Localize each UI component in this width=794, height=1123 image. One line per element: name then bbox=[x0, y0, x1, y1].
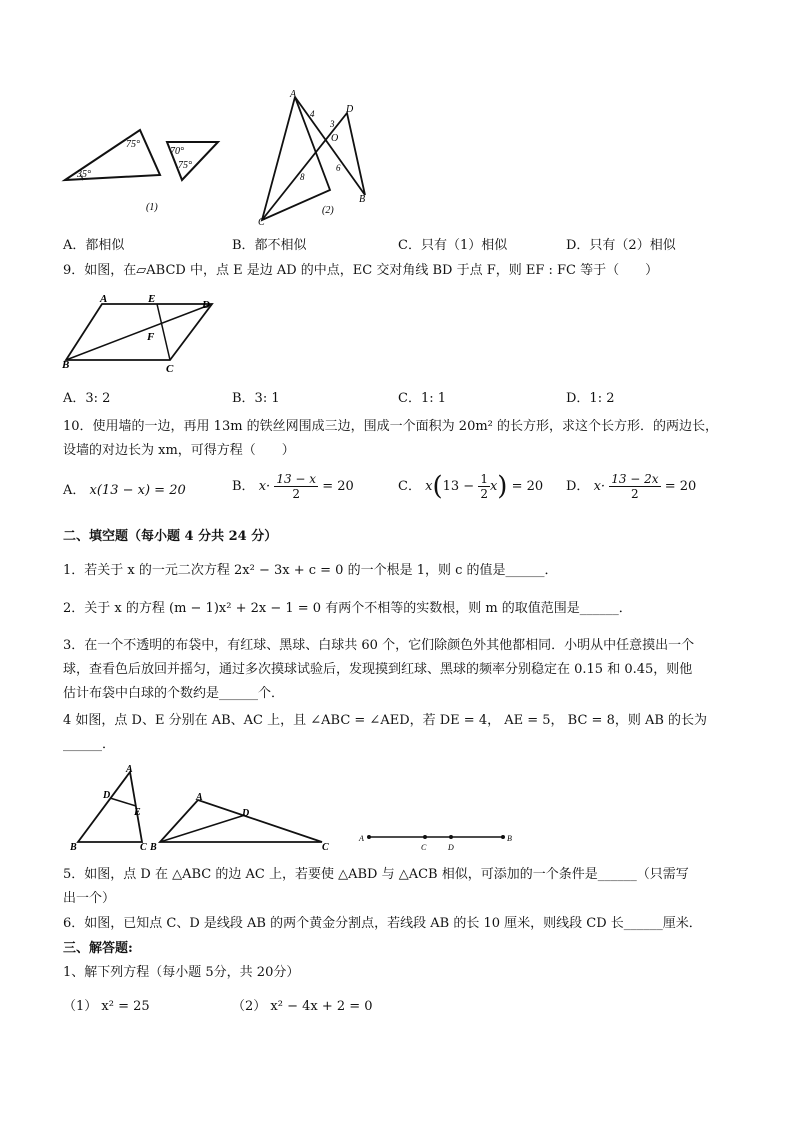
q8-angle-label: 70° bbox=[170, 146, 184, 157]
q9-point-label: B bbox=[62, 359, 70, 371]
q8-option-d: D．只有（2）相似 bbox=[566, 238, 676, 253]
q9-figure bbox=[62, 290, 220, 378]
fill-q5-line2: 出一个） bbox=[63, 891, 116, 906]
q6-point-label: A bbox=[359, 834, 364, 843]
q9-point-label: D bbox=[202, 299, 210, 311]
q6-point-label: C bbox=[421, 843, 427, 852]
q9-option-c: C．1: 1 bbox=[398, 391, 447, 406]
q10-stem-line2: 设墙的对边长为 xm，可得方程（ ） bbox=[63, 443, 295, 458]
fill-q6: 6．如图，已知点 C、D 是线段 AB 的两个黄金分割点，若线段 AB 的长 10 厘米，则线段 CD 长______厘米． bbox=[63, 916, 702, 931]
q6-figure bbox=[355, 825, 525, 853]
q8-point-label: A bbox=[290, 89, 297, 100]
q8-segment-label: 3 bbox=[330, 119, 335, 129]
fill-q3-line1: 3．在一个不透明的布袋中，有红球、黑球、白球共 60 个，它们除颜色外其他都相同．小明从中任意摸出一个 bbox=[63, 638, 695, 653]
fill-q2: 2．关于 x 的方程 (m − 1)x² + 2x − 1 = 0 有两个不相等的实数根，则 m 的取值范围是______． bbox=[63, 601, 632, 616]
q8-angle-label: 75° bbox=[178, 160, 192, 171]
fill-q3-line2: 球，查看色后放回并摇匀，通过多次摸球试验后，发现摸到红球、黑球的频率分别稳定在 0.15 和 0.45，则他 bbox=[63, 662, 693, 677]
q8-option-c: C．只有（1）相似 bbox=[398, 238, 508, 253]
fill-q4-line2: ______． bbox=[63, 737, 116, 752]
q8-angle-label: 35° bbox=[77, 169, 91, 180]
q8-figure-1 bbox=[60, 120, 230, 215]
q8-figure-2-label: (2) bbox=[322, 205, 334, 216]
q8-point-label: B bbox=[359, 194, 366, 205]
q8-option-b: B．都不相似 bbox=[232, 238, 307, 253]
q10-option-d: D． x· $\frac{13 - 2x}{2}$ = 20 bbox=[566, 472, 697, 501]
q8-point-label: D bbox=[346, 104, 354, 115]
q4-point-label: E bbox=[134, 807, 141, 818]
solve-q1-sub2: （2） x² − 4x + 2 = 0 bbox=[232, 999, 373, 1014]
q9-option-d: D．1: 2 bbox=[566, 391, 615, 406]
fill-q5-line1: 5．如图，点 D 在 △ABC 的边 AC 上，若要使 △ABD 与 △ACB 相似，可添加的一个条件是______（只需写 bbox=[63, 867, 689, 882]
q8-point-label: O bbox=[331, 133, 339, 144]
q9-stem: 9．如图，在▱ABCD 中，点 E 是边 AD 的中点，EC 交对角线 BD 于点 F，则 EF : FC 等于（ ） bbox=[63, 263, 659, 278]
q9-point-label: E bbox=[148, 293, 156, 305]
q6-point-label: D bbox=[448, 843, 454, 852]
q9-option-b: B．3: 1 bbox=[232, 391, 280, 406]
q9-point-label: A bbox=[100, 293, 108, 305]
q9-point-label: C bbox=[166, 363, 174, 375]
q5-point-label: D bbox=[242, 808, 250, 819]
fill-q4-line1: 4 如图，点 D、E 分别在 AB、AC 上，且 ∠ABC = ∠AED，若 DE = 4， AE = 5， BC = 8，则 AB 的长为 bbox=[63, 713, 708, 728]
q8-option-a: A．都相似 bbox=[63, 238, 125, 253]
q8-segment-label: 6 bbox=[336, 163, 341, 173]
q10-option-c: C． x(13 − $\frac{1}{2}$ x) = 20 bbox=[398, 471, 544, 502]
q5-point-label: A bbox=[196, 792, 203, 803]
q10-stem-line1: 10．使用墙的一边，再用 13m 的铁丝网围成三边，围成一个面积为 20m² 的长方形，求这个长方形．的两边长， bbox=[63, 419, 719, 434]
section-3-title: 三、解答题: bbox=[63, 941, 133, 956]
solve-q1: 1、解下列方程（每小题 5分，共 20分） bbox=[63, 965, 300, 980]
q4-point-label: B bbox=[70, 842, 77, 852]
q4-point-label: D bbox=[103, 790, 111, 801]
q4-figure bbox=[70, 762, 160, 852]
fill-q1: 1．若关于 x 的一元二次方程 2x² − 3x + c = 0 的一个根是 1，则 c 的值是______． bbox=[63, 563, 558, 578]
q9-point-label: F bbox=[147, 331, 155, 343]
solve-q1-sub1: （1） x² = 25 bbox=[63, 999, 150, 1014]
q9-option-a: A．3: 2 bbox=[63, 391, 111, 406]
q8-segment-label: 8 bbox=[300, 172, 305, 182]
q10-option-b: B． x· $\frac{13 - x}{2}$ = 20 bbox=[232, 472, 354, 501]
q5-point-label: C bbox=[322, 842, 329, 852]
q8-angle-label: 75° bbox=[126, 139, 140, 150]
q4-point-label: A bbox=[126, 764, 133, 775]
section-2-title: 二、填空题（每小题 4 分共 24 分） bbox=[63, 529, 278, 544]
q8-figure-2 bbox=[250, 85, 380, 230]
q6-point-label: B bbox=[507, 834, 512, 843]
q5-point-label: B bbox=[150, 842, 157, 852]
fill-q3-line3: 估计布袋中白球的个数约是______个． bbox=[63, 686, 285, 701]
q5-figure bbox=[150, 788, 340, 852]
q10-option-a: A． x(13 − x) = 20 bbox=[63, 483, 186, 498]
q8-point-label: C bbox=[258, 217, 265, 228]
q4-point-label: C bbox=[140, 842, 147, 852]
q8-figure-1-label: (1) bbox=[146, 202, 158, 213]
q8-segment-label: 4 bbox=[310, 109, 315, 119]
